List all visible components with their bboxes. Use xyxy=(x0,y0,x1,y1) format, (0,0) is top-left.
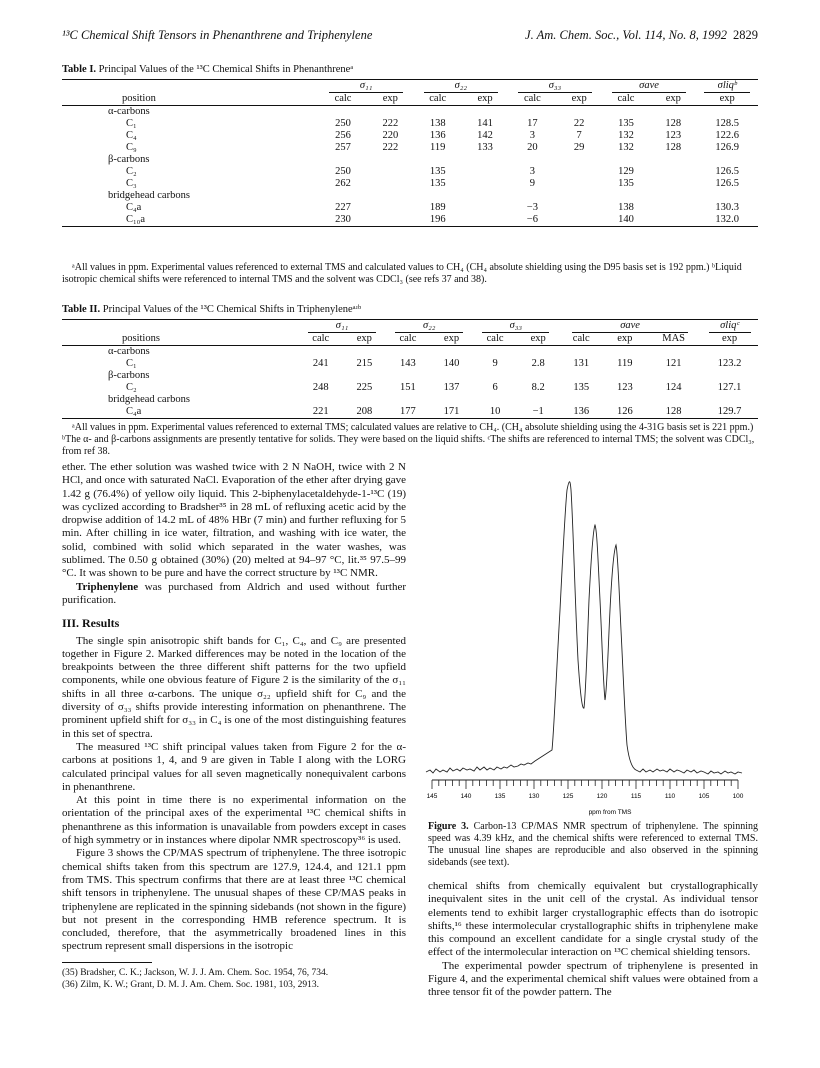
table-cell: 127.1 xyxy=(717,382,742,393)
figure3-caption: Figure 3. Carbon-13 CP/MAS NMR spectrum of triphenylene. The spinning speed was 4.39 kHz, and the chemical shifts were referenced to external TMS. The unusual line shapes are reproducible and also observed in the spinning sidebands (see text). xyxy=(428,821,758,868)
table1-label: Table I. xyxy=(62,64,97,75)
category-row xyxy=(62,154,758,166)
table-cell xyxy=(557,178,602,190)
table-cell: 20 xyxy=(527,142,538,153)
table-cell xyxy=(462,202,508,214)
footnote: (35) Bradsher, C. K.; Jackson, W. J. J. Am. Chem. Soc. 1954, 76, 734. xyxy=(62,967,329,978)
column-header: exp xyxy=(462,93,508,106)
category-label: bridgehead carbons xyxy=(108,190,190,201)
category-row xyxy=(62,394,758,406)
position-label: C₄ xyxy=(126,130,137,141)
table-row xyxy=(62,202,758,214)
position-label: C₂ xyxy=(126,166,137,177)
table-cell xyxy=(367,214,413,227)
table-cell: 128 xyxy=(665,118,682,129)
table2-label: Table II. xyxy=(62,304,101,315)
table-cell: 6 xyxy=(492,382,498,393)
table-cell: 140 xyxy=(443,358,460,369)
ppm-axis xyxy=(427,780,744,800)
table-cell xyxy=(557,166,602,178)
table-cell xyxy=(367,178,413,190)
category-row xyxy=(62,106,758,119)
table-cell: 171 xyxy=(430,406,473,419)
table-cell: 222 xyxy=(382,118,399,129)
tick-label: 130 xyxy=(528,793,540,800)
table-cell: 128.5 xyxy=(715,118,740,129)
table-cell: 123 xyxy=(616,382,633,393)
table-cell: −1 xyxy=(517,406,559,419)
category-row xyxy=(62,370,758,382)
footnote-rule xyxy=(62,962,152,963)
paragraph: At this point in time there is no experimental information on the orientation of the principal axes of the experimental ¹³C chemical shifts in phenanthrene as this information is unavailable from powders except in cases of high symmetry or in instances where dipolar NMR spectroscopy³⁶ is used. xyxy=(62,794,406,847)
table-row xyxy=(62,118,758,130)
category-row xyxy=(62,346,758,359)
group-header: σliqᵇ xyxy=(696,80,758,94)
spectrum-trace xyxy=(426,482,742,774)
table-cell xyxy=(557,202,602,214)
table-cell xyxy=(462,178,508,190)
group-header: σave xyxy=(602,80,697,94)
subheader-row xyxy=(62,333,758,346)
tick-label: 140 xyxy=(460,793,472,800)
table-cell: 225 xyxy=(356,382,373,393)
table-cell: 137 xyxy=(443,382,460,393)
table-cell: 215 xyxy=(356,358,373,369)
table-cell: 248 xyxy=(312,382,329,393)
table-cell: 141 xyxy=(477,118,493,129)
table-cell: 230 xyxy=(319,214,367,227)
table-cell: 143 xyxy=(400,358,416,369)
running-header xyxy=(62,28,758,46)
table-cell: 250 xyxy=(335,166,351,177)
running-title: ¹³C Chemical Shift Tensors in Phenanthrene and Triphenylene xyxy=(62,28,373,42)
table-cell: 119 xyxy=(617,358,633,369)
table-cell: 138 xyxy=(429,118,446,129)
table-cell: 123.2 xyxy=(717,358,742,369)
table1-footnote: ᵃAll values in ppm. Experimental values referenced to external TMS and calculated values to CH₄ (CH₄ absolute shielding using the D95 basis set is 192 ppm.) ᵇLiquid isotropic chemical shifts were referenced to internal TMS and the solvent was CDCl₃ (see refs 37 and 38). xyxy=(62,262,742,285)
table-row xyxy=(62,178,758,190)
table-row xyxy=(62,406,758,419)
category-label: α-carbons xyxy=(108,106,150,117)
column-header: exp xyxy=(696,93,758,106)
paragraph: Figure 3 shows the CP/MAS spectrum of triphenylene. The three isotropic chemical shifts taken from this spectrum are 127.9, 124.4, and 121.1 ppm from TMS. This spectrum confirms that there are at least three ¹³C chemical shift tensors in triphenylene. The unusual shapes of these CP/MAS peaks in triphenylene are replicated in the spinning sidebands (not shown in the figure) but not present in the corresponding HMB reference spectrum. It is concluded, therefore, that the asymmetrically broadened lines in this spectrum represent small dispersions in the isotropic xyxy=(62,847,406,953)
column-header: exp xyxy=(650,93,696,106)
paragraph: The measured ¹³C shift principal values taken from Figure 2 for the α-carbons at positions 1, 4, and 9 are given in Table I along with the LORG calculated principal values for all seven magnetically nonequivalent carbons in phenanthrene. xyxy=(62,740,406,793)
group-header: σ₂₂ xyxy=(413,80,508,94)
table-cell: 135 xyxy=(429,178,446,189)
group-header: σ₃₃ xyxy=(473,320,559,334)
table-cell: 10 xyxy=(473,406,518,419)
column-header: calc xyxy=(298,333,343,346)
table-cell: 126.9 xyxy=(715,142,740,153)
table-cell: 128 xyxy=(646,406,701,419)
table-cell: 262 xyxy=(335,178,351,189)
table-cell: 151 xyxy=(400,382,416,393)
group-header: σave xyxy=(559,320,701,334)
table-cell: 222 xyxy=(382,142,399,153)
table-cell: 177 xyxy=(386,406,431,419)
column-header: calc xyxy=(602,93,650,106)
table-cell: 135 xyxy=(573,382,590,393)
journal-citation: J. Am. Chem. Soc., Vol. 114, No. 8, 1992 2829 xyxy=(525,28,758,42)
column-header: calc xyxy=(386,333,431,346)
column-header: calc xyxy=(319,93,367,106)
table1-caption: Table I. Principal Values of the ¹³C Chemical Shifts in Phenanthreneᵃ xyxy=(62,64,354,75)
table-cell: 132 xyxy=(618,130,634,141)
table-cell: 129.7 xyxy=(701,406,758,419)
tick-label: 100 xyxy=(732,793,744,800)
table-cell xyxy=(462,166,508,178)
table-cell: 119 xyxy=(430,142,446,153)
table2-footnote: ᵃAll values in ppm. Experimental values referenced to external TMS; calculated values are relative to CH₄. (CH₄ absolute shielding using the 4-31G basis set is 221 ppm.) ᵇThe α- and β-carbons assignments are presently tentative for solids. They were based on the liquid shifts. ᶜThe shifts are referenced to internal TMS; the solvent was CDCl₃, from ref 38. xyxy=(62,422,755,457)
category-label: β-carbons xyxy=(108,370,150,381)
table-row xyxy=(62,166,758,178)
column-header: exp xyxy=(517,333,559,346)
table-cell: 142 xyxy=(477,130,493,141)
position-label: C₁ xyxy=(126,358,137,369)
table-cell: 29 xyxy=(573,142,585,153)
table-cell xyxy=(367,166,413,178)
page-number: 2829 xyxy=(733,28,758,42)
table-cell: 227 xyxy=(335,202,351,213)
table-cell: 135 xyxy=(618,118,634,129)
table-cell: 196 xyxy=(413,214,461,227)
column-header: exp xyxy=(430,333,473,346)
figure3-spectrum xyxy=(420,450,760,820)
table-cell: 124 xyxy=(665,382,682,393)
right-column xyxy=(428,880,758,1000)
column-header: exp xyxy=(604,333,647,346)
tick-label: 120 xyxy=(596,793,608,800)
table-cell xyxy=(650,178,696,190)
table-cell: 17 xyxy=(527,118,538,129)
table-cell: 208 xyxy=(343,406,386,419)
table-cell: −6 xyxy=(508,214,556,227)
table-cell: 138 xyxy=(618,202,634,213)
table-cell: 132.0 xyxy=(696,214,758,227)
table-row xyxy=(62,214,758,227)
group-header: σ₁₁ xyxy=(319,80,414,94)
table-cell xyxy=(462,214,508,227)
table-cell: 22 xyxy=(573,118,585,129)
tick-label: 110 xyxy=(664,793,676,800)
column-header: exp xyxy=(701,333,758,346)
table-cell xyxy=(650,202,696,214)
table-cell xyxy=(557,214,602,227)
table-cell: −3 xyxy=(526,202,538,213)
column-header: position xyxy=(62,93,319,106)
table-cell: 220 xyxy=(382,130,399,141)
axis-label: ppm from TMS xyxy=(588,809,632,816)
table-cell: 9 xyxy=(492,358,498,369)
footnote: (36) Zilm, K. W.; Grant, D. M. J. Am. Chem. Soc. 1981, 103, 2913. xyxy=(62,979,320,990)
tick-label: 135 xyxy=(494,793,506,800)
table-cell: 221 xyxy=(298,406,343,419)
table-cell xyxy=(367,202,413,214)
table-cell: 129 xyxy=(618,166,634,177)
table-cell: 136 xyxy=(429,130,446,141)
table2-caption: Table II. Principal Values of the ¹³C Chemical Shifts in Triphenyleneᵃʴᵇ xyxy=(62,304,362,315)
category-label: bridgehead carbons xyxy=(108,394,190,405)
table-cell: 128 xyxy=(665,142,682,153)
group-header-row xyxy=(62,320,758,334)
group-header: σ₂₂ xyxy=(386,320,473,334)
table-cell: 131 xyxy=(573,358,590,369)
table-cell: 3 xyxy=(529,130,536,141)
table-cell: 136 xyxy=(559,406,604,419)
table1 xyxy=(62,79,758,227)
paragraph: The experimental powder spectrum of triphenylene is presented in Figure 4, and the experimental chemical shift values were obtained from a three tensor fit of the powder pattern. The xyxy=(428,959,758,999)
table-cell: 3 xyxy=(529,166,536,177)
category-label: β-carbons xyxy=(108,154,150,165)
column-header: positions xyxy=(62,333,298,346)
table-cell: 126.5 xyxy=(715,178,740,189)
table-cell: 8.2 xyxy=(531,382,545,393)
position-label: C₁ xyxy=(126,118,137,129)
column-header: calc xyxy=(413,93,461,106)
paragraph: chemical shifts from chemically equivalent but crystallographically inequivalent sites in the unit cell of the crystal. As individual tensor elements tend to exhibit larger crystallographic effects than do isotropic shifts,¹⁶ these intermolecular crystallographic shifts in triphenylene make this compound an excellent candidate for a single crystal study of the effect of the intermolecular interaction on ¹³C chemical shielding tensors. xyxy=(428,880,758,959)
column-header: MAS xyxy=(646,333,701,346)
section-heading: III. Results xyxy=(62,616,120,631)
position-label: C₄a xyxy=(62,406,298,419)
column-header: calc xyxy=(559,333,604,346)
column-header: exp xyxy=(557,93,602,106)
group-header: σliqᶜ xyxy=(701,320,758,334)
table-row xyxy=(62,142,758,154)
column-header: exp xyxy=(367,93,413,106)
paragraph: Triphenylene was purchased from Aldrich and used without further purification. xyxy=(62,580,406,606)
group-header: σ₃₃ xyxy=(508,80,602,94)
category-row xyxy=(62,190,758,202)
position-label: C₉ xyxy=(126,142,137,153)
table-cell: 126.5 xyxy=(715,166,740,177)
column-header: calc xyxy=(508,93,556,106)
table-cell xyxy=(650,166,696,178)
table-cell: 121 xyxy=(665,358,682,369)
table-row xyxy=(62,358,758,370)
tick-label: 115 xyxy=(630,793,642,800)
tick-label: 125 xyxy=(562,793,574,800)
paragraph: The single spin anisotropic shift bands for C₁, C₄, and C₉ are presented together in Figure 2. Marked differences may be noted in the location of the breakpoints between the three different shift patterns for the two upfield components, while one obvious feature of Figure 2 is the similarity of the σ₁₁ shifts in all three α-carbons. The unique σ₂₂ upfield shift for C₉ and the diversity of σ₃₃ shifts provide interesting information on phenanthrene. The prominent upfield shift for σ₃₃ in C₄ is one of the most distinguishing features in this set of spectra. xyxy=(62,634,406,740)
table2 xyxy=(62,319,758,419)
table-cell: 250 xyxy=(335,118,351,129)
table-cell: 132 xyxy=(618,142,634,153)
left-column xyxy=(62,461,406,991)
table-cell: 257 xyxy=(335,142,351,153)
table-row xyxy=(62,382,758,394)
position-label: C₁₀a xyxy=(62,214,319,227)
table-cell: 122.6 xyxy=(715,130,740,141)
paragraph: ether. The ether solution was washed twice with 2 N NaOH, twice with 2 N HCl, and once with saturated NaCl. Evaporation of the ether after drying gave 1.42 g (76.4%) of yellow oily liquid. This 2-biphenylacetaldehyde-1-¹³C (19) was cyclized according to Bradsher³⁵ in 28 mL of refluxing acetic acid by the dropwise addition of 14.2 mL of 48% HBr (7 min) and further refluxing for 5 min. After chilling in ice water, filtration, and washing with ice water, the solid, combined with solid which separated in the water washes, was sublimed. The 0.50 g obtained (30%) (20) melted at 94–97 °C, lit.³⁵ 97.5–99 °C. It was shown to be pure and have the correct structure by ¹³C NMR. xyxy=(62,461,406,580)
table-cell: 7 xyxy=(576,130,582,141)
group-header-row xyxy=(62,80,758,94)
table-row xyxy=(62,130,758,142)
table-cell: 130.3 xyxy=(715,202,740,213)
tick-label: 105 xyxy=(698,793,710,800)
table-cell: 9 xyxy=(529,178,536,189)
table-cell: 135 xyxy=(618,178,634,189)
table-cell: 126 xyxy=(604,406,647,419)
table-cell: 189 xyxy=(429,202,446,213)
table-cell: 123 xyxy=(665,130,682,141)
figure3-label: Figure 3. xyxy=(428,821,469,832)
table-cell: 140 xyxy=(602,214,650,227)
position-label: C₄a xyxy=(126,202,142,213)
subheader-row xyxy=(62,93,758,106)
table-cell: 241 xyxy=(312,358,329,369)
position-label: C₃ xyxy=(126,178,137,189)
table-cell: 133 xyxy=(477,142,493,153)
tick-label: 145 xyxy=(426,793,438,800)
group-header: σ₁₁ xyxy=(298,320,385,334)
table-cell xyxy=(650,214,696,227)
table-cell: 2.8 xyxy=(531,358,545,369)
position-label: C₂ xyxy=(126,382,137,393)
table-cell: 256 xyxy=(335,130,351,141)
table-cell: 135 xyxy=(429,166,446,177)
column-header: calc xyxy=(473,333,518,346)
category-label: α-carbons xyxy=(108,346,150,357)
column-header: exp xyxy=(343,333,386,346)
